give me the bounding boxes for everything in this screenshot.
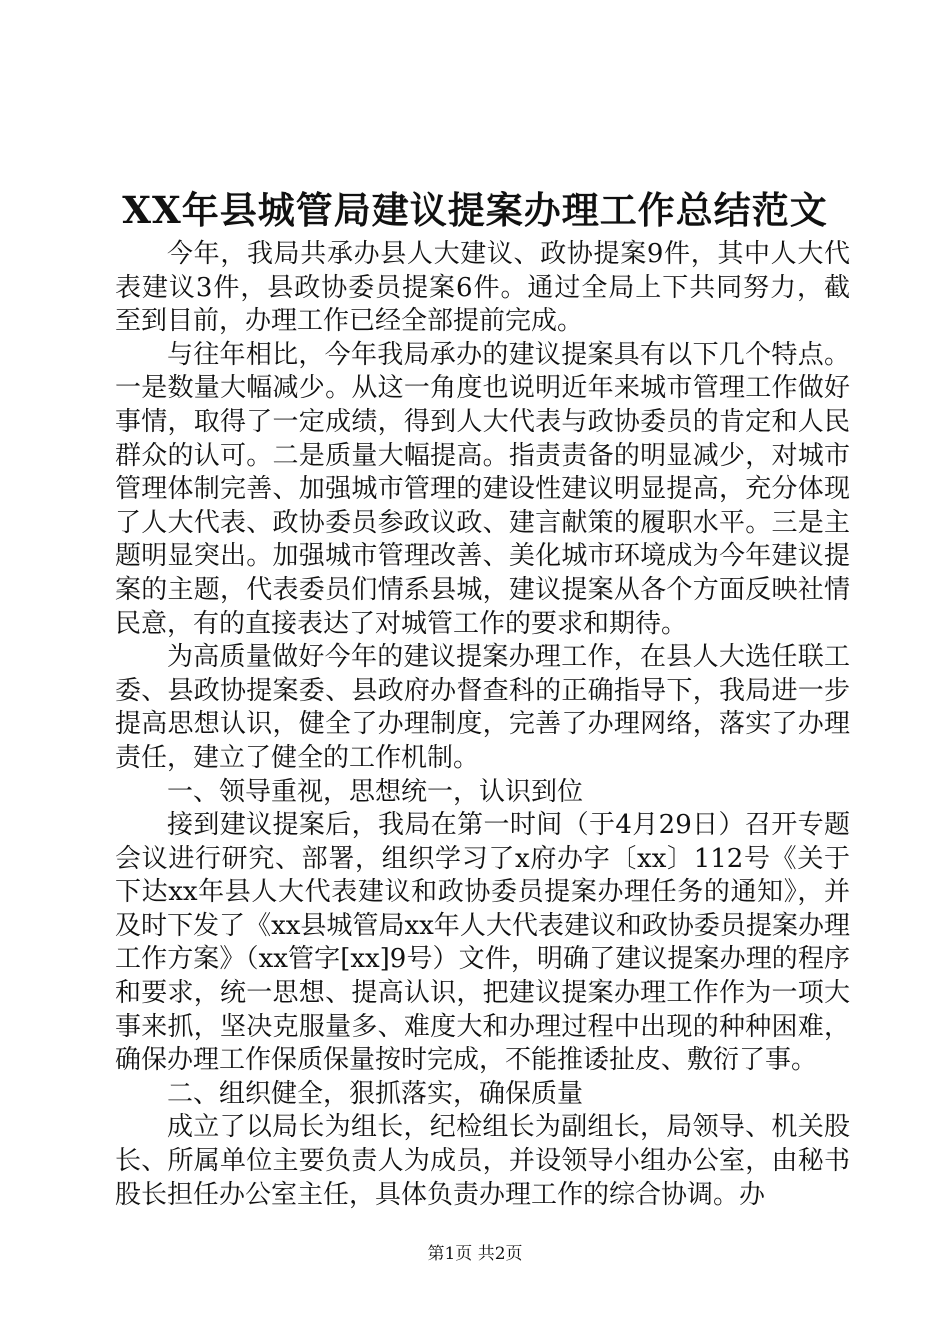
document-body [115, 238, 850, 1212]
page-footer: 第1页 共2页 [427, 1244, 523, 1264]
paragraph-2: 与往年相比，今年我局承办的建议提案具有以下几个特点。一是数量大幅减少。从这一角度也说明近年来城市管理工作做好事情，取得了一定成绩，得到人大代表与政协委员的肯定和人民群众的认可。二是质量大幅提高。指责责备的明显减少，对城市管理体制完善、加强城市管理的建设性建议明显提高，充分体现了人大代表、政协委员参政议政、建言献策的履职水平。三是主题明显突出。加强城市管理改善、美化城市环境成为今年建议提案的主题，代表委员们情系县城，建议提案从各个方面反映社情民意，有的直接表达了对城管工作的要求和期待。 [115, 339, 850, 639]
section-heading-2: 二、组织健全，狠抓落实，确保质量 [167, 1078, 584, 1109]
paragraph-5: 成立了以局长为组长，纪检组长为副组长，局领导、机关股长、所属单位主要负责人为成员，并设领导小组办公室，由秘书股长担任办公室主任，具体负责办理工作的综合协调。办 [115, 1112, 850, 1210]
section-heading-1: 一、领导重视，思想统一，认识到位 [167, 776, 584, 807]
paragraph-3: 为高质量做好今年的建议提案办理工作，在县人大选任联工委、县政协提案委、县政府办督查科的正确指导下，我局进一步提高思想认识，健全了办理制度，完善了办理网络，落实了办理责任，建立了健全的工作机制。 [115, 642, 850, 773]
document-title: XX年县城管局建议提案办理工作总结范文 [122, 188, 828, 232]
paragraph-4: 接到建议提案后，我局在第一时间（于4月29日）召开专题会议进行研究、部署，组织学习了x府办字〔xx〕112号《关于下达xx年县人大代表建议和政协委员提案办理任务的通知》，并及时下发了《xx县城管局xx年人大代表建议和政协委员提案办理工作方案》（xx管字[xx]9号）文件，明确了建议提案办理的程序和要求，统一思想、提高认识，把建议提案办理工作作为一项大事来抓，坚决克服量多、难度大和办理过程中出现的种种困难，确保办理工作保质保量按时完成，不能推诿扯皮、敷衍了事。 [115, 810, 850, 1076]
paragraph-1: 今年，我局共承办县人大建议、政协提案9件，其中人大代表建议3件，县政协委员提案6件。通过全局上下共同努力，截至到目前，办理工作已经全部提前完成。 [115, 239, 850, 337]
